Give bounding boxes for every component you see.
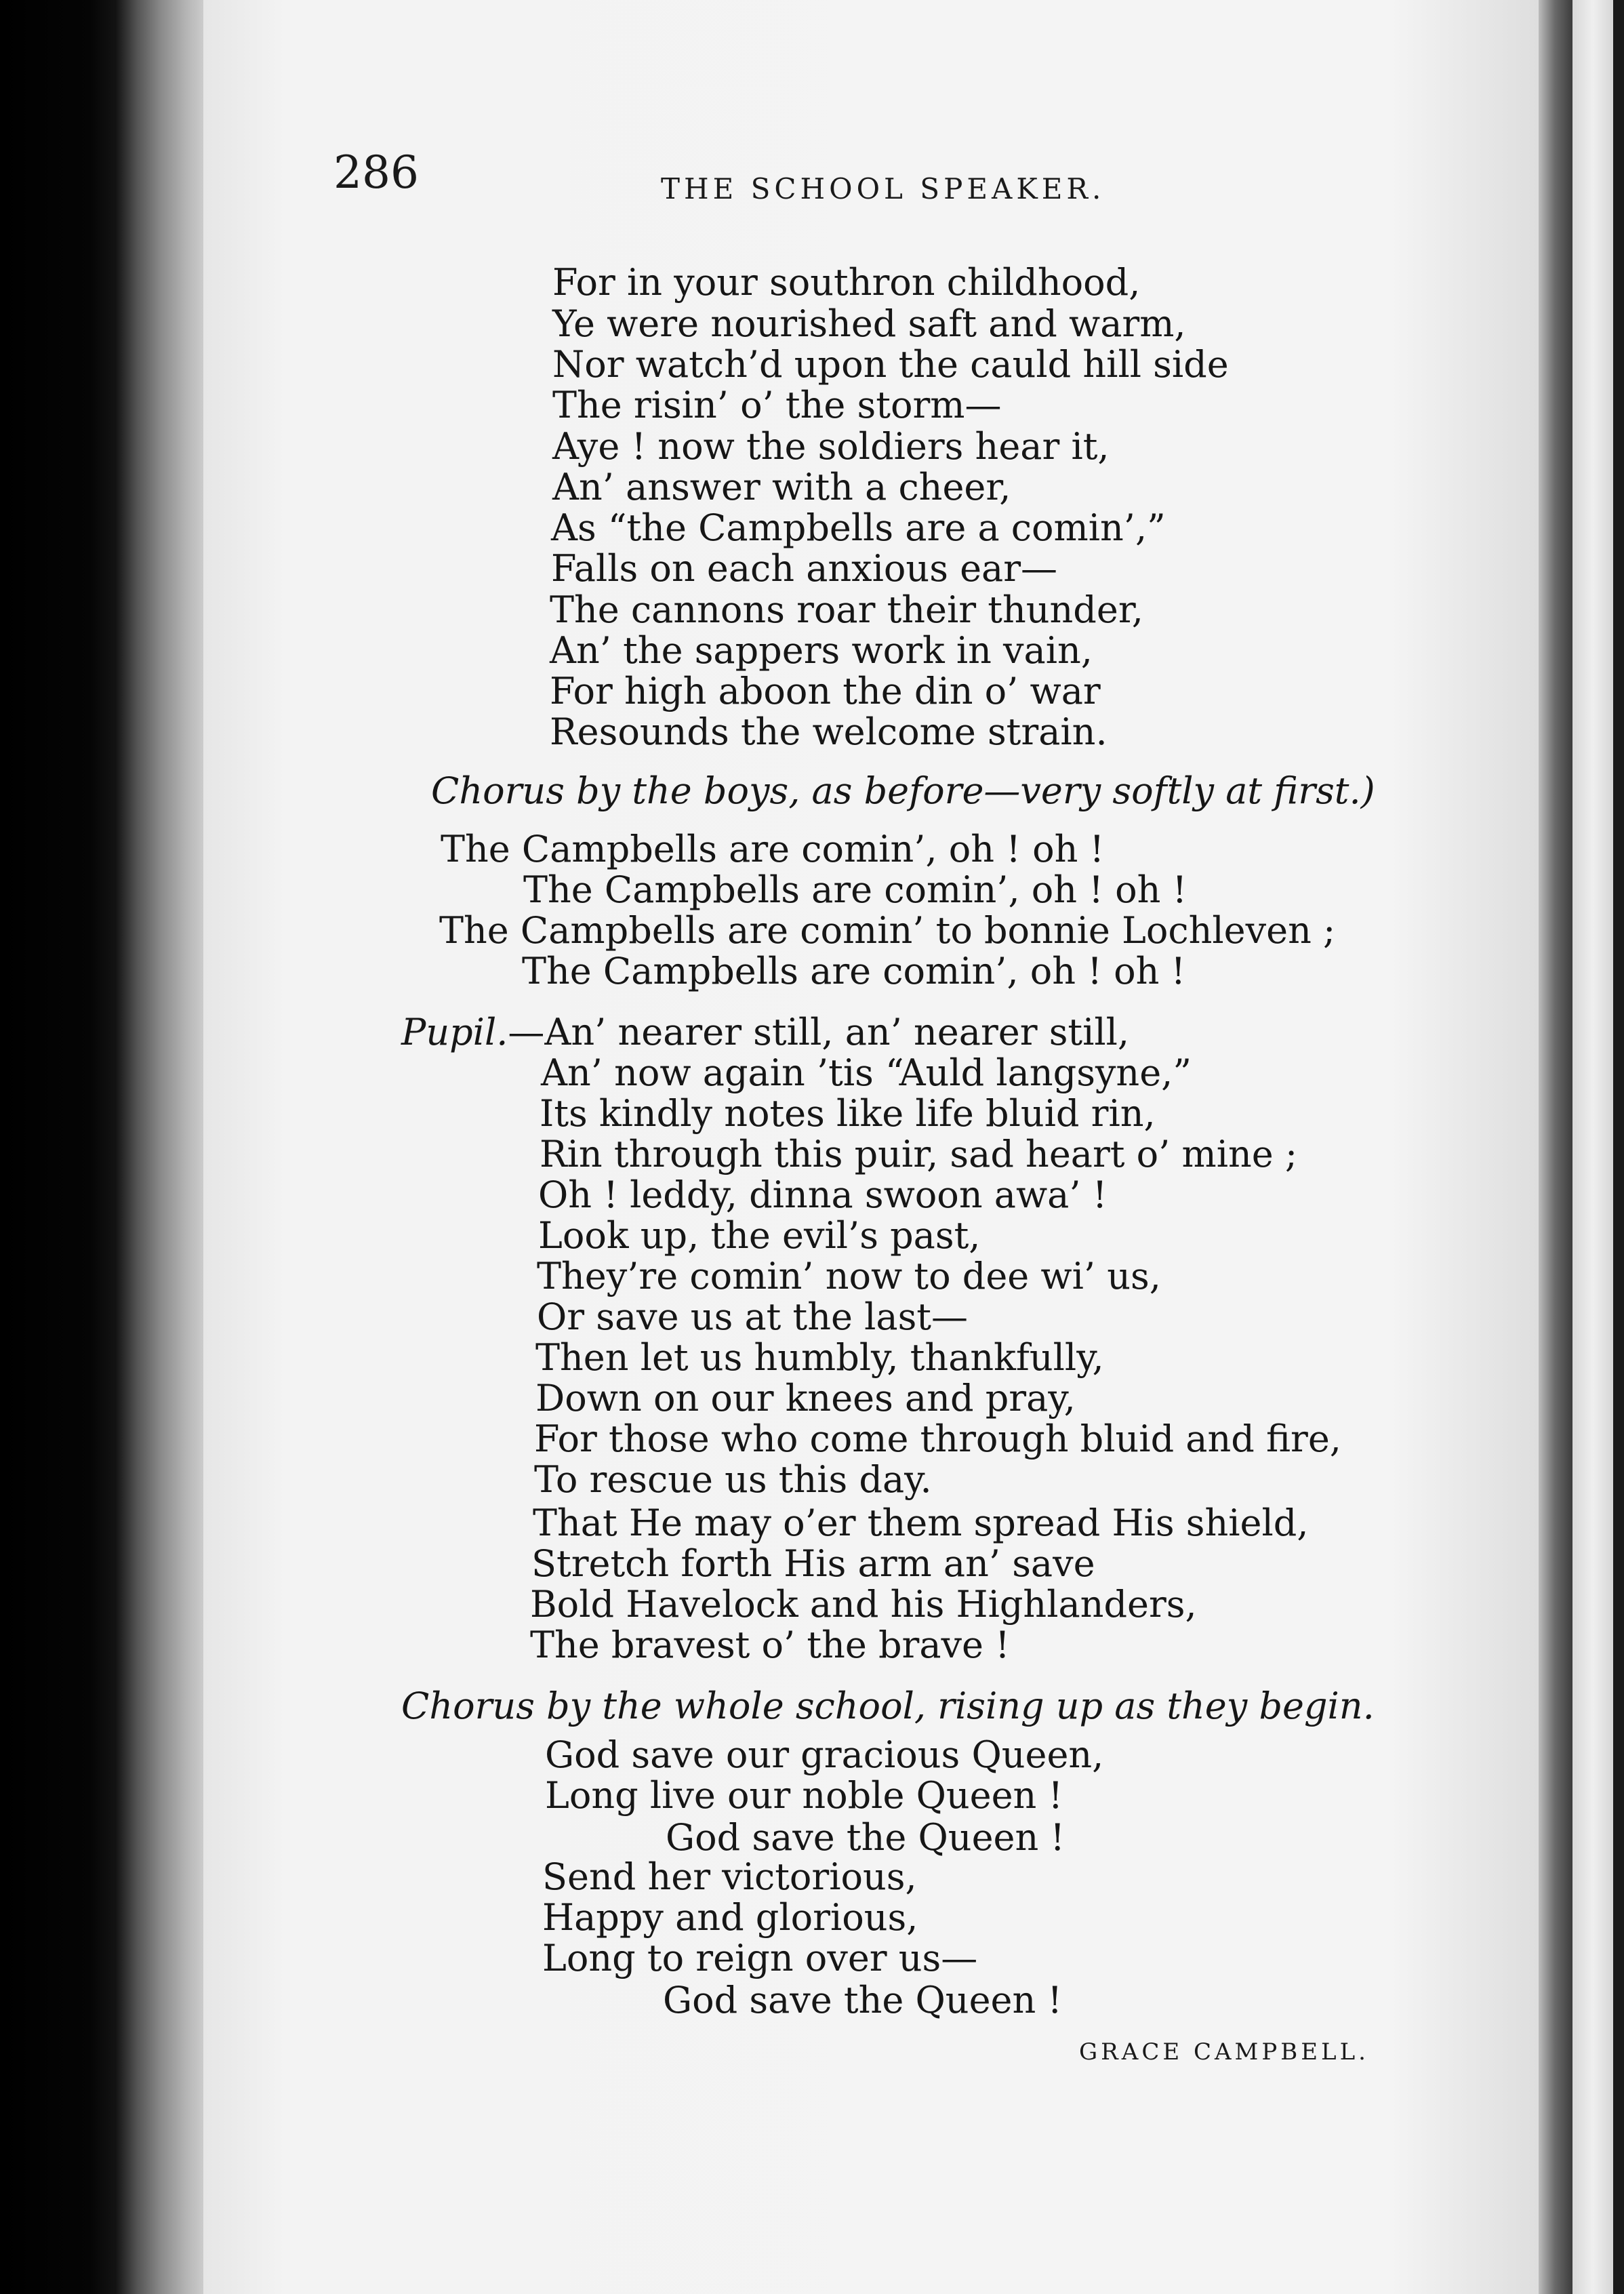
verse-line: For those who come through bluid and fire, [534, 1417, 1341, 1460]
verse-line: Its kindly notes like life bluid rin, [540, 1092, 1156, 1135]
verse-line: The risin’ o’ the storm— [552, 384, 1002, 426]
chorus-line: The Campbells are comin’ to bonnie Lochleven ; [439, 909, 1336, 952]
verse-line: An’ answer with a cheer, [552, 466, 1011, 508]
verse-line: Oh ! leddy, dinna swoon awa’ ! [538, 1173, 1108, 1216]
verse-line: An’ the sappers work in vain, [550, 629, 1093, 672]
verse-line: Down on our knees and pray, [535, 1377, 1076, 1420]
verse-line: That He may o’er them spread His shield, [533, 1502, 1309, 1544]
verse-line: Bold Havelock and his Highlanders, [530, 1583, 1197, 1626]
verse-line: Or save us at the last— [537, 1295, 968, 1338]
verse-line: For high aboon the din o’ war [550, 670, 1101, 712]
page-edge-shading [115, 0, 217, 2294]
verse-line: Falls on each anxious ear— [551, 547, 1058, 590]
verse-line: Rin through this puir, sad heart o’ mine ; [540, 1133, 1298, 1175]
speaker-label: Pupil. [401, 1011, 508, 1053]
verse-line: Then let us humbly, thankfully, [535, 1336, 1104, 1379]
author-signature: GRACE CAMPBELL. [1079, 2038, 1369, 2066]
anthem-line: Happy and glorious, [542, 1896, 918, 1939]
running-head: THE SCHOOL SPEAKER. [661, 172, 1105, 205]
pupil-first-line [401, 1011, 1130, 1053]
verse-line: —An’ nearer still, an’ nearer still, [508, 1011, 1130, 1053]
verse-line: They’re comin’ now to dee wi’ us, [537, 1255, 1161, 1297]
verse-line: To rescue us this day. [534, 1458, 932, 1501]
verse-line: For in your southron childhood, [552, 261, 1141, 304]
verse-line: As “the Campbells are a comin’,” [551, 506, 1166, 549]
verse-line: Stretch forth His arm an’ save [531, 1542, 1095, 1585]
verse-line: The cannons roar their thunder, [550, 588, 1143, 631]
verse-line: Resounds the welcome strain. [550, 710, 1108, 753]
verse-line: Aye ! now the soldiers hear it, [552, 425, 1110, 468]
chorus-heading: Chorus by the boys, as before—very softly at first.) [431, 769, 1375, 812]
verse-line: Look up, the evil’s past, [538, 1214, 981, 1257]
anthem-line: God save our gracious Queen, [545, 1733, 1104, 1776]
book-spine-shadow [0, 0, 129, 2294]
page-number: 286 [333, 146, 419, 199]
verse-line: An’ now again ’tis “Auld langsyne,” [541, 1051, 1192, 1094]
verse-line: The bravest o’ the brave ! [530, 1624, 1010, 1666]
verse-line: Nor watch’d upon the cauld hill side [552, 343, 1229, 386]
anthem-line: God save the Queen ! [666, 1816, 1065, 1859]
anthem-line: Send her victorious, [542, 1855, 917, 1898]
chorus-line: The Campbells are comin’, oh ! oh ! [441, 828, 1105, 870]
chorus-line: The Campbells are comin’, oh ! oh ! [522, 950, 1186, 992]
anthem-line: God save the Queen ! [663, 1979, 1063, 2021]
scan-border [1613, 0, 1624, 2294]
verse-line: Ye were nourished saft and warm, [552, 302, 1186, 345]
chorus-line: The Campbells are comin’, oh ! oh ! [523, 868, 1187, 911]
anthem-line: Long live our noble Queen ! [545, 1774, 1063, 1817]
anthem-line: Long to reign over us— [542, 1937, 978, 1979]
chorus-heading: Chorus by the whole school, rising up as they begin. [401, 1685, 1375, 1727]
